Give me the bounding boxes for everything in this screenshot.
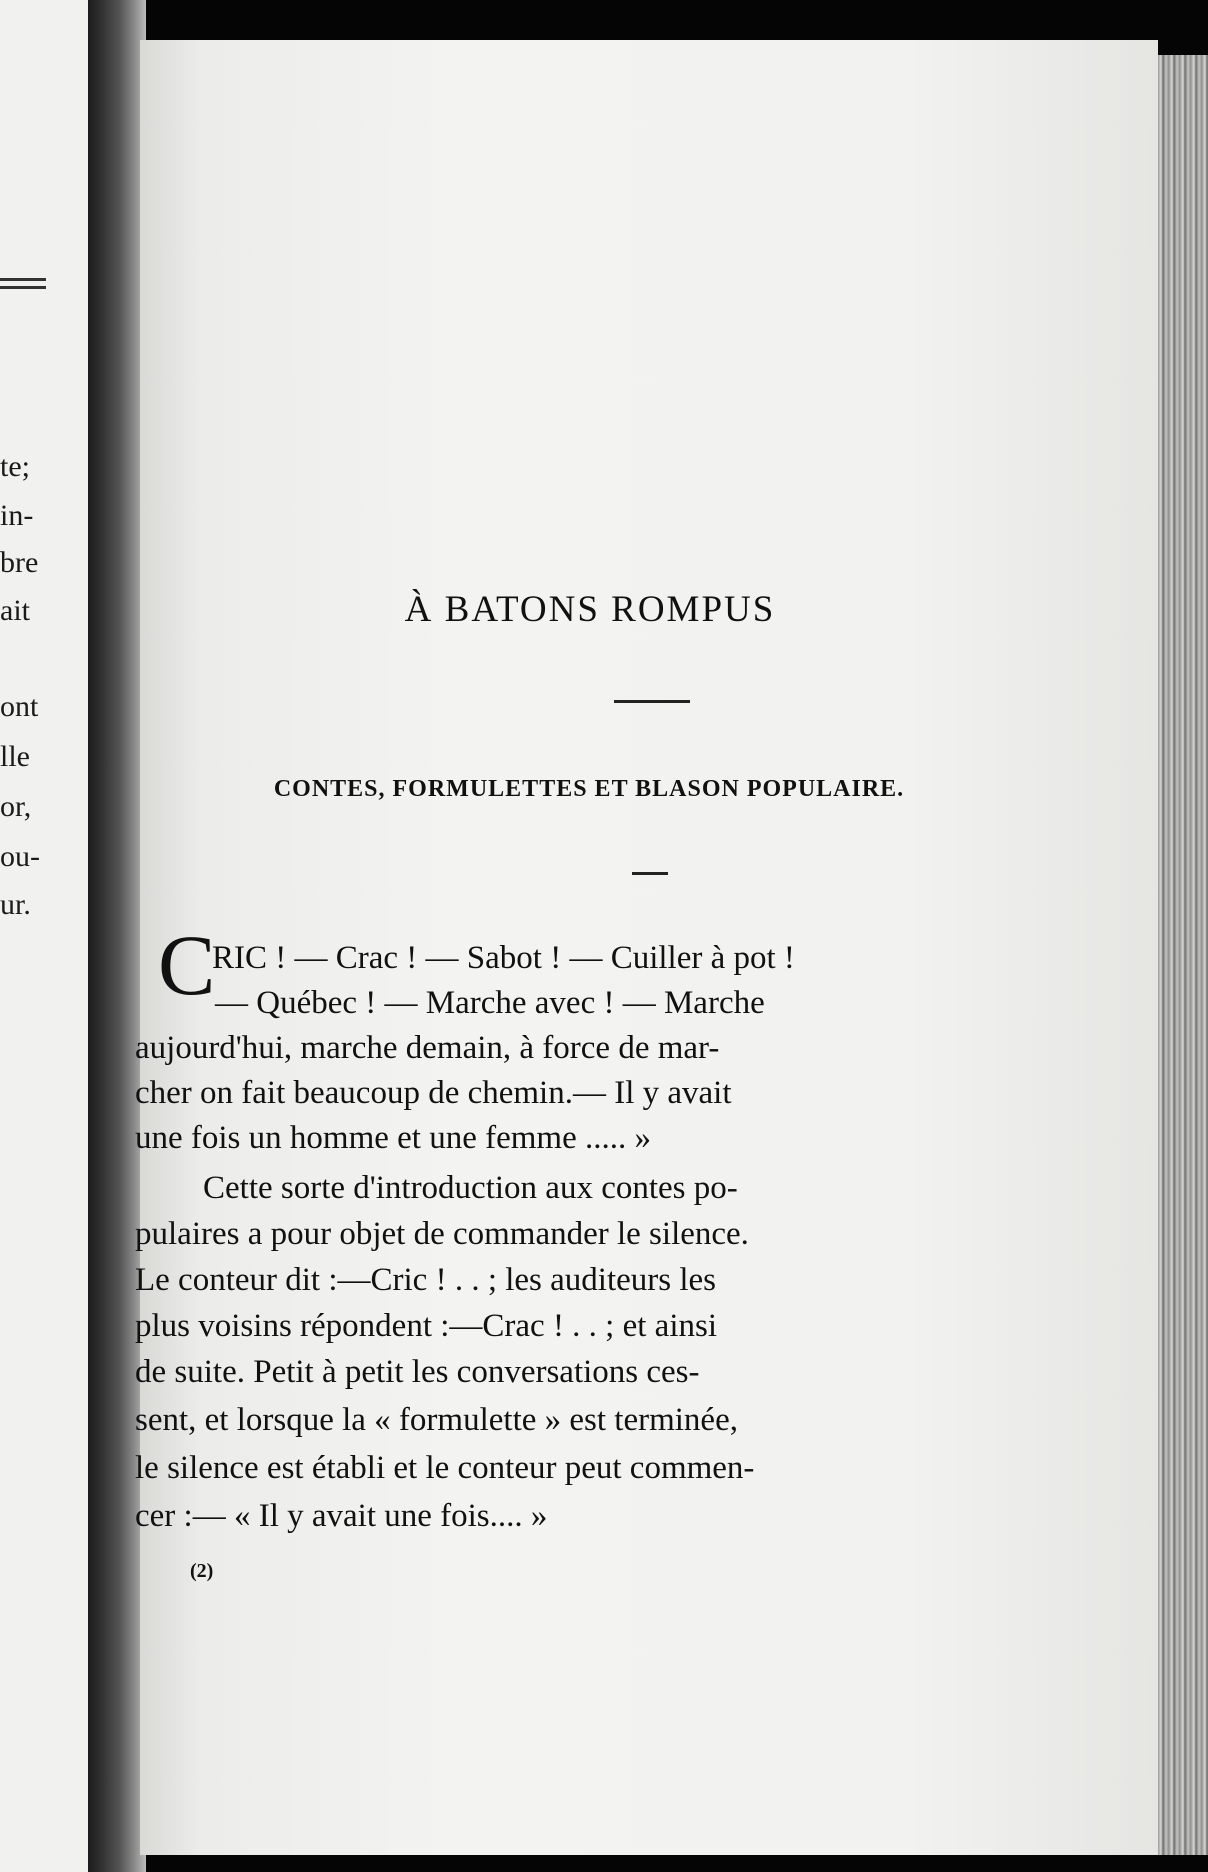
previous-page-rule	[0, 286, 46, 289]
previous-page-fragment: in-	[0, 499, 34, 532]
heading-rule	[614, 700, 690, 703]
text-line: pulaires a pour objet de commander le silence.	[135, 1216, 749, 1252]
text-line: RIC ! — Crac ! — Sabot ! — Cuiller à pot !	[212, 940, 795, 976]
text-line: cer :— « Il y avait une fois.... »	[135, 1498, 548, 1534]
previous-page-fragment: ait	[0, 594, 30, 627]
previous-page-fragment: ont	[0, 690, 39, 723]
text-line: le silence est établi et le conteur peut commen-	[135, 1450, 755, 1486]
previous-page-fragment: lle	[0, 740, 30, 773]
page-content	[135, 40, 1158, 1855]
text-line: Le conteur dit :—Cric ! . . ; les auditeurs les	[135, 1262, 717, 1298]
section-subtitle: CONTES, FORMULETTES ET BLASON POPULAIRE.	[273, 776, 905, 802]
book-gutter	[88, 0, 146, 1872]
text-line: aujourd'hui, marche demain, à force de mar-	[135, 1030, 720, 1066]
drop-cap: C	[158, 917, 216, 1013]
previous-page-rule	[0, 278, 46, 281]
page-heading: À BATONS ROMPUS	[404, 589, 776, 630]
text-line: plus voisins répondent :—Crac ! . . ; et ainsi	[135, 1308, 717, 1344]
text-line: cher on fait beaucoup de chemin.— Il y avait	[135, 1075, 732, 1111]
previous-page-fragment: bre	[0, 546, 39, 579]
previous-page	[0, 0, 100, 1872]
previous-page-fragment: ou-	[0, 840, 40, 873]
signature-mark: (2)	[190, 1560, 214, 1582]
text-line: sent, et lorsque la « formulette » est terminée,	[135, 1402, 738, 1438]
previous-page-fragment: te;	[0, 450, 30, 483]
page-edges	[1158, 55, 1208, 1855]
text-line: Cette sorte d'introduction aux contes po-	[203, 1170, 738, 1206]
previous-page-fragment: ur.	[0, 888, 31, 921]
book-page	[135, 40, 1158, 1855]
previous-page-fragment: or,	[0, 790, 32, 823]
text-line: — Québec ! — Marche avec ! — Marche	[215, 985, 765, 1021]
subtitle-rule	[632, 872, 668, 875]
text-line: une fois un homme et une femme ..... »	[135, 1120, 651, 1156]
text-line: de suite. Petit à petit les conversations ces-	[135, 1354, 700, 1390]
